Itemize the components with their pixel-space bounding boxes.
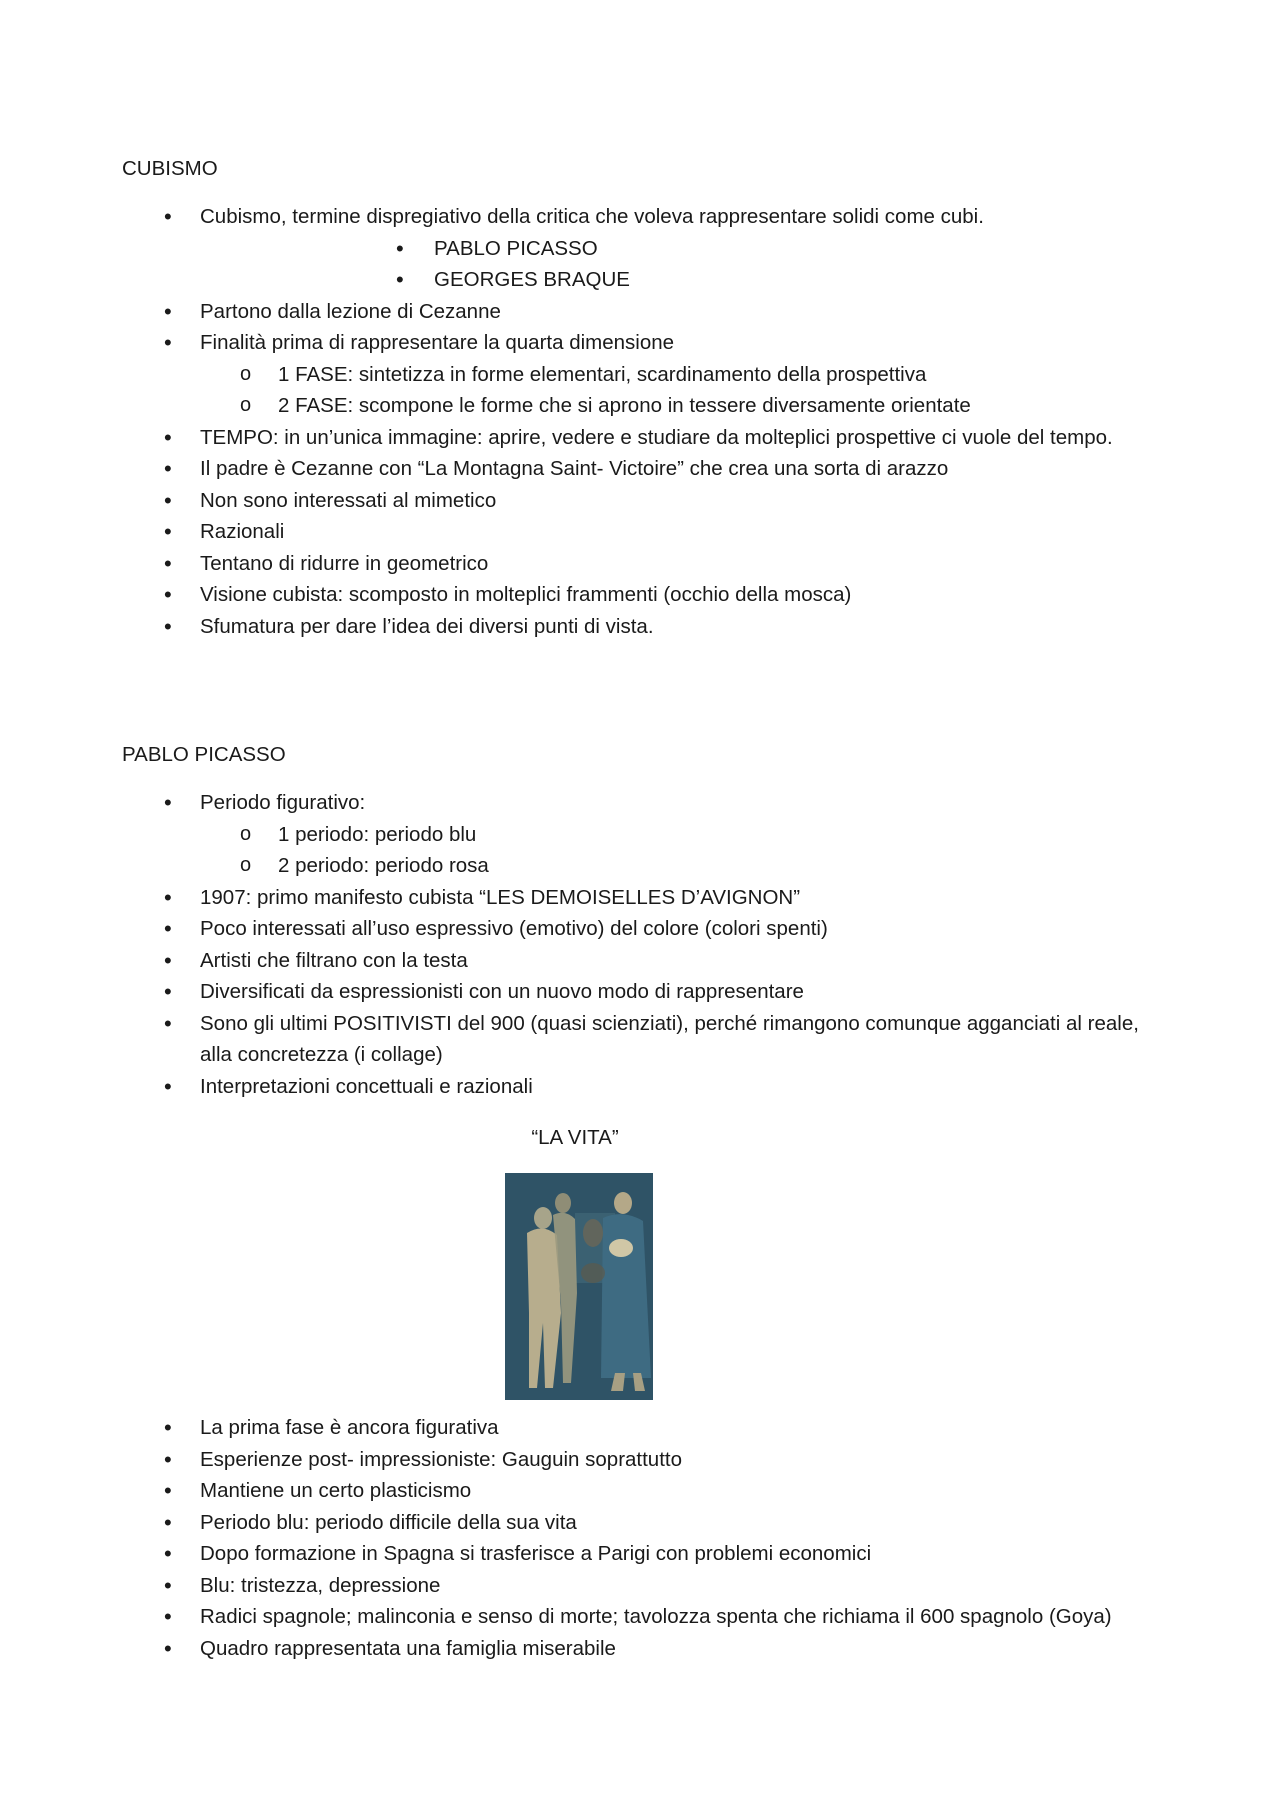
list-item: • Il padre è Cezanne con “La Montagna Saint- Victoire” che crea una sorta di arazzo [0, 453, 1180, 485]
list-item: • Poco interessati all’uso espressivo (emotivo) del colore (colori spenti) [0, 913, 1180, 945]
list-item: • PABLO PICASSO [0, 233, 1180, 265]
list-item: • Partono dalla lezione di Cezanne [0, 296, 1180, 328]
list-item: o 1 periodo: periodo blu [0, 819, 1180, 851]
section-heading-pablo-picasso: PABLO PICASSO [122, 743, 286, 766]
picasso-bullet-list [0, 787, 1180, 1102]
list-item: • Sono gli ultimi POSITIVISTI del 900 (quasi scienziati), perché rimangono comunque agganciati al reale, alla concretezza (i collage) [0, 1008, 1180, 1071]
list-item: • Periodo figurativo: [0, 787, 1180, 819]
list-item: • Finalità prima di rappresentare la quarta dimensione [0, 327, 1180, 359]
list-item: o 1 FASE: sintetizza in forme elementari, scardinamento della prospettiva [0, 359, 1180, 391]
list-item: • Dopo formazione in Spagna si trasferisce a Parigi con problemi economici [0, 1538, 1180, 1570]
list-item: • Cubismo, termine dispregiativo della critica che voleva rappresentare solidi come cubi. [0, 201, 1180, 233]
figure-caption: “LA VITA” [531, 1126, 619, 1149]
list-item: • Interpretazioni concettuali e razionali [0, 1071, 1180, 1103]
list-item: • TEMPO: in un’unica immagine: aprire, vedere e studiare da molteplici prospettive ci vuole del tempo. [0, 422, 1180, 454]
list-item: • Non sono interessati al mimetico [0, 485, 1180, 517]
la-vita-bullet-list [0, 1412, 1180, 1664]
list-item: • La prima fase è ancora figurativa [0, 1412, 1180, 1444]
list-item: • Periodo blu: periodo difficile della sua vita [0, 1507, 1180, 1539]
la-vita-painting-image [505, 1173, 653, 1400]
section-heading-cubismo: CUBISMO [122, 157, 218, 180]
list-item: o 2 FASE: scompone le forme che si aprono in tessere diversamente orientate [0, 390, 1180, 422]
list-item: o 2 periodo: periodo rosa [0, 850, 1180, 882]
list-item: • Razionali [0, 516, 1180, 548]
list-item: • Radici spagnole; malinconia e senso di morte; tavolozza spenta che richiama il 600 spagnolo (Goya) [0, 1601, 1180, 1633]
list-item: • Sfumatura per dare l’idea dei diversi punti di vista. [0, 611, 1180, 643]
list-item: • Mantiene un certo plasticismo [0, 1475, 1180, 1507]
cubismo-bullet-list [0, 201, 1180, 642]
list-item: • GEORGES BRAQUE [0, 264, 1180, 296]
list-item: • Blu: tristezza, depressione [0, 1570, 1180, 1602]
list-item: • 1907: primo manifesto cubista “LES DEMOISELLES D’AVIGNON” [0, 882, 1180, 914]
list-item: • Diversificati da espressionisti con un nuovo modo di rappresentare [0, 976, 1180, 1008]
list-item: • Tentano di ridurre in geometrico [0, 548, 1180, 580]
list-item: • Visione cubista: scomposto in molteplici frammenti (occhio della mosca) [0, 579, 1180, 611]
painting-illustration [505, 1173, 653, 1400]
list-item: • Artisti che filtrano con la testa [0, 945, 1180, 977]
list-item: • Esperienze post- impressioniste: Gauguin soprattutto [0, 1444, 1180, 1476]
list-item: • Quadro rappresentata una famiglia miserabile [0, 1633, 1180, 1665]
